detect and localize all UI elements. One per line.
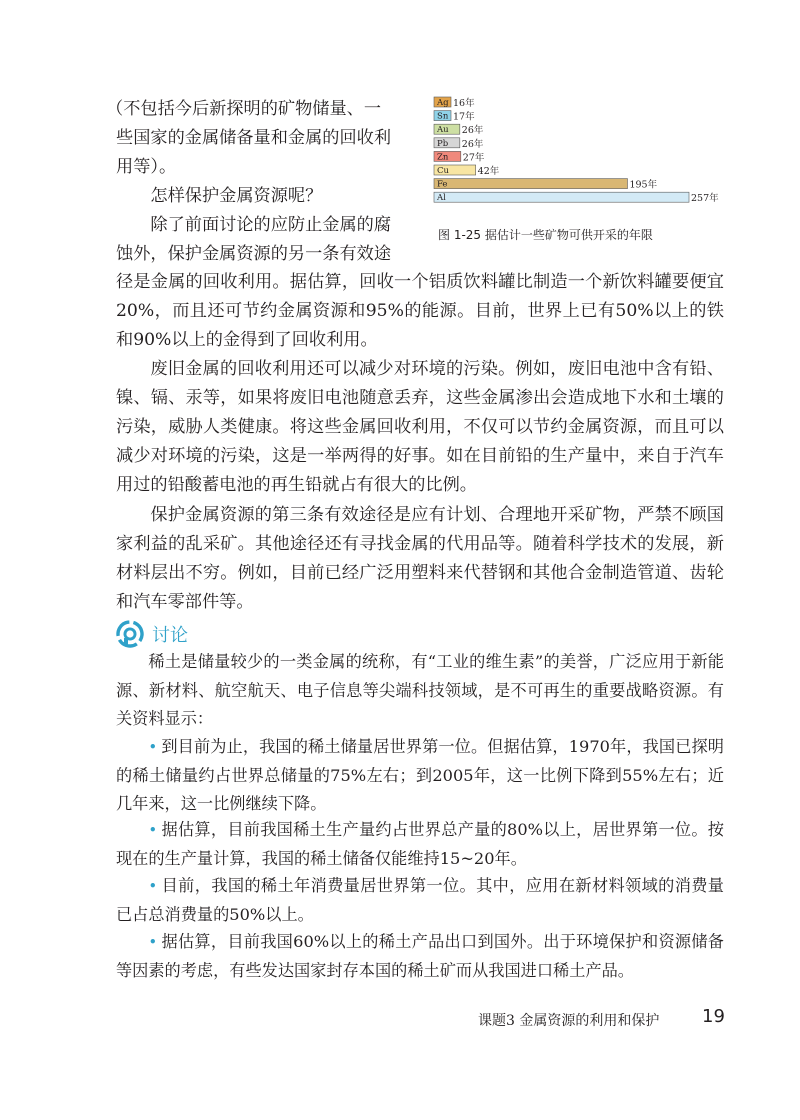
bar-fe: [434, 179, 627, 189]
text-line: 些国家的金属储备量和金属的回收利: [116, 128, 392, 148]
intro-text-block: [106, 95, 412, 269]
bar-al: [434, 192, 689, 202]
paragraph-recycling: 径是金属的回收利用。据估算，回收一个铝质饮料罐比制造一个新饮料罐要便宜20%，而且还可节约金属资源和95%的能源。目前，世界上已有50%以上的铁和90%以上的金得到了回收利用。: [116, 272, 724, 350]
bar-value-label: 16年: [453, 98, 475, 109]
paragraph-mining: 保护金属资源的第三条有效途径是应有计划、合理地开采矿物，严禁不顾国家利益的乱采矿。其他途径还有寻找金属的代用品等。随着科学技术的发展，新材料层出不穷。例如，目前已经广泛用塑料来代替钢和其他合金制造管道、齿轮和汽车零部件等。: [116, 505, 724, 612]
question-line: 怎样保护金属资源呢？: [150, 186, 323, 206]
text-line: 蚀外，保护金属资源的另一条有效途: [116, 244, 392, 264]
bar-category-label: Pb: [437, 138, 449, 149]
bullet-text: 目前，我国的稀土年消费量居世界第一位。其中，应用在新材料领域的消费量已占总消费量的50%以上。: [116, 876, 724, 924]
bar-value-label: 26年: [461, 125, 484, 137]
paragraph-pollution: 废旧金属的回收利用还可以减少对环境的污染。例如，废旧电池中含有铅、镍、镉、汞等，如果将废旧电池随意丢弃，这些金属渗出会造成地下水和土壤的污染，威胁人类健康。将这些金属回收利用，不仅可以节约金属资源，而且可以减少对环境的污染，这是一举两得的好事。如在目前铅的生产量中，来自于汽车用过的铅酸蓄电池的再生铅就占有很大的比例。: [116, 359, 724, 495]
discussion-bullet: [116, 816, 724, 873]
page-number: 19: [702, 1006, 725, 1027]
bullet-text: 据估算，目前我国稀土生产量约占世界总产量的80%以上，居世界第一位。按现在的生产量计算，我国的稀土储备仅能维持15~20年。: [116, 820, 724, 868]
bar-value-label: 27年: [462, 152, 485, 164]
mineral-years-chart: [433, 96, 733, 214]
discussion-bullet: [116, 872, 724, 929]
running-footer: 课题3 金属资源的利用和保护: [478, 1013, 660, 1029]
bar-category-label: Al: [437, 193, 446, 204]
discussion-intro: 稀土是储量较少的一类金属的统称，有“工业的维生素”的美誉，广泛应用于新能源、新材料、航空航天、电子信息等尖端科技领域，是不可再生的重要战略资源。有关资料显示：: [116, 652, 724, 728]
bullet-dot: •: [148, 877, 158, 895]
text-line: （不包括今后新探明的矿物储量、一: [106, 99, 382, 119]
bar-category-label: Sn: [437, 111, 449, 122]
bar-value-label: 17年: [453, 111, 475, 123]
bar-value-label: 257年: [691, 193, 719, 205]
discussion-bullet: [116, 928, 724, 985]
discussion-heading: [116, 620, 188, 648]
bullet-dot: •: [148, 933, 158, 951]
discussion-bullet: [116, 733, 724, 819]
bullet-dot: •: [148, 738, 158, 756]
bar-category-label: Fe: [437, 179, 448, 190]
text-line: 除了前面讨论的应防止金属的腐: [150, 215, 392, 235]
bar-value-label: 195年: [629, 179, 658, 191]
chart-caption: 图 1-25 据估计一些矿物可供开采的年限: [438, 228, 653, 242]
text-line: 用等）。: [116, 157, 177, 177]
bullet-dot: •: [148, 821, 158, 839]
discussion-title: 讨论: [152, 625, 188, 646]
discussion-icon: [116, 620, 144, 648]
bar-value-label: 42年: [477, 166, 500, 177]
bullet-text: 据估算，目前我国60%以上的稀土产品出口到国外。出于环境保护和资源储备等因素的考虑，有些发达国家封存本国的稀土矿而从我国进口稀土产品。: [116, 932, 724, 980]
bar-value-label: 26年: [461, 138, 484, 150]
bar-category-label: Au: [437, 125, 449, 136]
bar-category-label: Zn: [437, 152, 449, 163]
bar-category-label: Ag: [437, 98, 449, 108]
bar-category-label: Cu: [437, 166, 449, 176]
bullet-text: 到目前为止，我国的稀土储量居世界第一位。但据估算，1970年，我国已探明的稀土储量约占世界总储量的75%左右；到2005年，这一比例下降到55%左右；近几年来，这一比例继续下降。: [116, 737, 724, 813]
